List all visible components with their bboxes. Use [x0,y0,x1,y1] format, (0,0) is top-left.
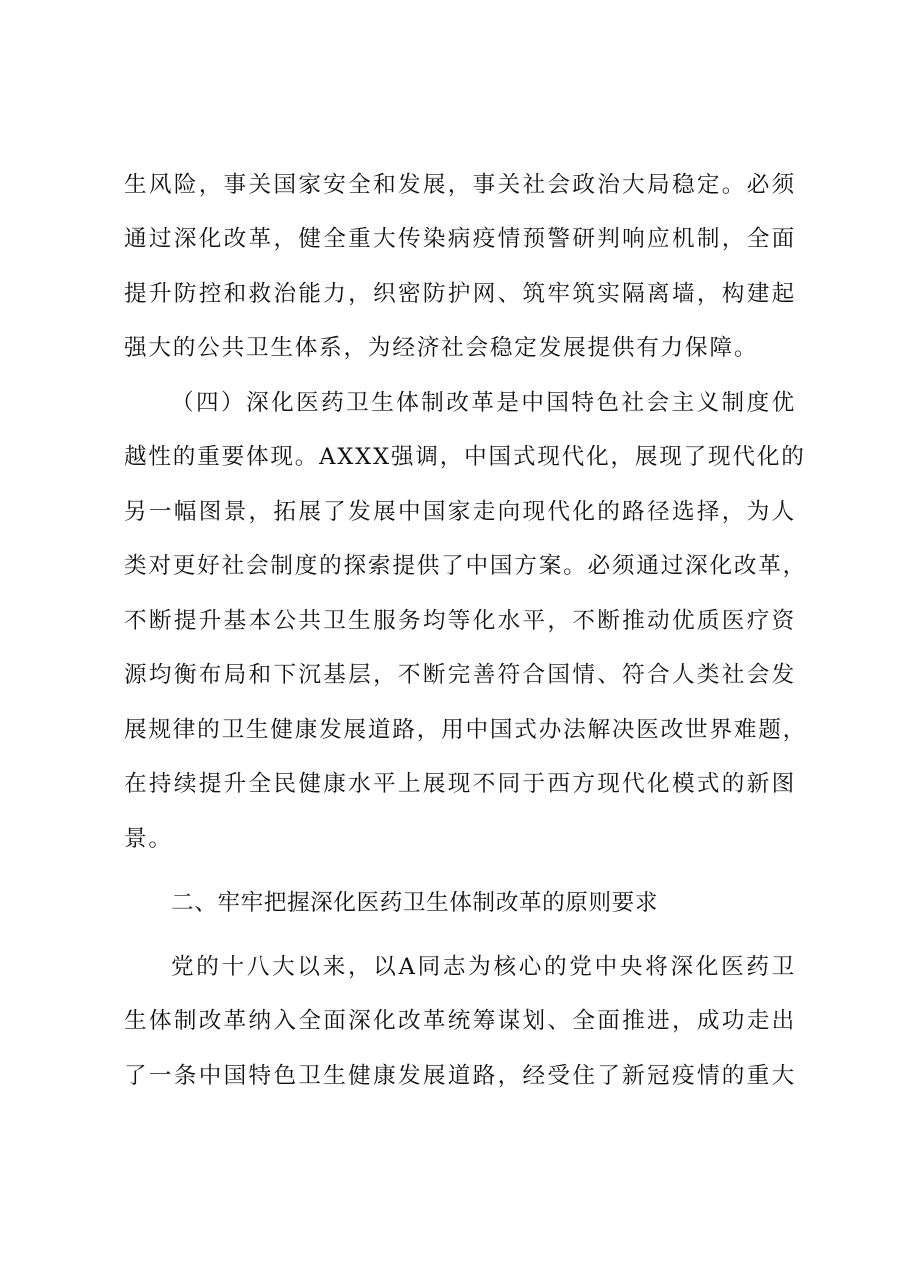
paragraph-1-line-3: 提升防控和救治能力，织密防护网、筑牢筑实隔离墙，构建起 [124,281,796,307]
paragraph-2-line-5: 不断提升基本公共卫生服务均等化水平，不断推动优质医疗资 [124,608,796,634]
paragraph-1-line-1: 生风险，事关国家安全和发展，事关社会政治大局稳定。必须 [124,172,796,198]
paragraph-3-line-3: 了一条中国特色卫生健康发展道路，经受住了新冠疫情的重大 [124,1063,796,1089]
paragraph-2-line-1: （四）深化医药卫生体制改革是中国特色社会主义制度优 [171,390,796,416]
paragraph-1-line-4: 强大的公共卫生体系，为经济社会稳定发展提供有力保障。 [124,335,759,361]
section-heading: 二、牢牢把握深化医药卫生体制改革的原则要求 [171,890,659,916]
paragraph-2-line-3: 另一幅图景，拓展了发展中国家走向现代化的路径选择，为人 [124,499,796,525]
paragraph-2-line-4: 类对更好社会制度的探索提供了中国方案。必须通过深化改革， [124,553,808,579]
paragraph-2-line-7: 展规律的卫生健康发展道路，用中国式办法解决医改世界难题， [124,717,808,743]
paragraph-2-line-2: 越性的重要体现。AXXX强调，中国式现代化，展现了现代化的 [124,444,806,470]
paragraph-3-line-1: 党的十八大以来，以A同志为核心的党中央将深化医药卫 [171,954,796,980]
paragraph-3-line-2: 生体制改革纳入全面深化改革统筹谋划、全面推进，成功走出 [124,1008,796,1034]
paragraph-2-line-6: 源均衡布局和下沉基层，不断完善符合国情、符合人类社会发 [124,662,796,688]
paragraph-1-line-2: 通过深化改革，健全重大传染病疫情预警研判响应机制，全面 [124,226,796,252]
paragraph-2-line-9: 景。 [124,826,173,852]
paragraph-2-line-8: 在持续提升全民健康水平上展现不同于西方现代化模式的新图 [124,771,796,797]
